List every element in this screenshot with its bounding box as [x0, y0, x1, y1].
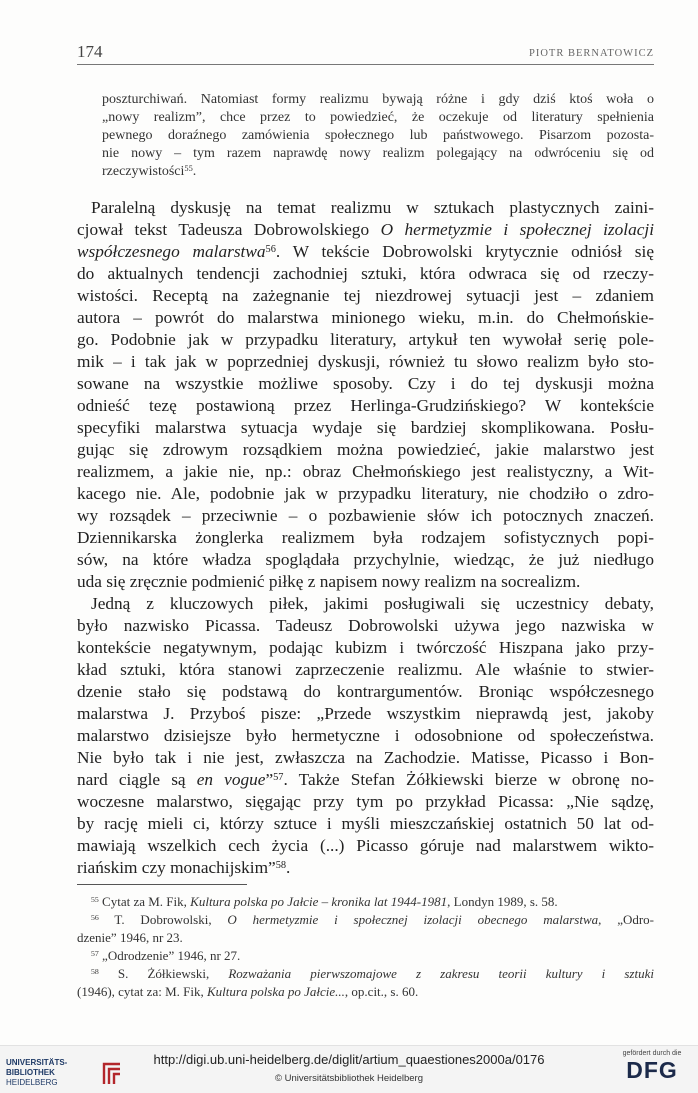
- quote-line: „nowy realizm”, chce przez to powiedzieć, że oczekuje od literatury spełnienia: [102, 110, 654, 125]
- paragraph-line: Dziennikarska żonglerka realizmem była rodzajem sofistycznych popi-: [77, 528, 654, 547]
- footnote-58: $^{58}$ S. Żółkiewski, Rozważania pierwszomajowe z zakresu teorii kultury i sztuki: [91, 966, 654, 981]
- paragraph-line: kontekście negatywnym, podając kubizm i twórczość Hiszpana jako przy-: [77, 638, 654, 657]
- paragraph-line: kład sztuki, która stanowi zaprzeczenie realizmu. Ale właśnie to stwier-: [77, 660, 654, 679]
- paragraph-line: odnieść tezę postawioną przez Herlinga-Grudzińskiego? W kontekście: [77, 396, 654, 415]
- footnote-57: $^{57}$ „Odrodzenie” 1946, nr 27.: [91, 948, 241, 963]
- footnote-56: $^{56}$ T. Dobrowolski, O hermetyzmie i społecznej izolacji obecnego malarstwa, „Odro-: [91, 912, 654, 927]
- paragraph-line: sów, na które władza spoglądała przychylnie, wiedząc, że już niedługo: [77, 550, 654, 569]
- paragraph-line: go. Podobnie jak w przypadku literatury, artykuł ten wywołał serię pole-: [77, 330, 654, 349]
- italic-title: O hermetyzmie i społecznej izolacji: [380, 220, 654, 239]
- funder-name: DFG: [626, 1057, 678, 1083]
- paragraph-line: wistości. Receptą na zażegnanie tej niezdrowej sytuacji jest – zdaniem: [77, 286, 654, 305]
- page-header: [77, 40, 654, 65]
- paragraph-line: Paralelną dyskusję na temat realizmu w sztukach plastycznych zaini-: [91, 198, 654, 217]
- paragraph-line: było nazwisko Picassa. Tadeusz Dobrowolski używa jego nazwiska w: [77, 616, 654, 635]
- paragraph-line: mik – i tak jak w poprzedniej dyskusji, również tu słowo realizm było sto-: [77, 352, 654, 371]
- quote-line: nie nowy – tym razem naprawdę nowy realizm polegający na odwróceniu się od: [102, 146, 654, 161]
- paragraph-line: Nie było tak i nie jest, zwłaszcza na Zachodzie. Matisse, Picasso i Bon-: [77, 748, 654, 767]
- footnote-ref: 56: [265, 243, 276, 255]
- footnote-separator: [77, 884, 247, 885]
- paragraph-line: sowane na wszystkie możliwe sposoby. Czy i do tej dyskusji można: [77, 374, 654, 393]
- paragraph-line: malarstwa J. Przyboś pisze: „Przede wszystkim nieprawdą jest, jakoby: [77, 704, 654, 723]
- italic-title: współczesnego malarstwa: [77, 242, 266, 261]
- funder-note: gefördert durch die: [622, 1050, 682, 1057]
- paragraph-line: mawiają wszelkich cech życia (...) Picasso góruje nad malarstwem wikto-: [77, 836, 654, 855]
- paragraph-line: woczesne malarstwo, sięgając przy tym po przykład Picassa: „Nie sądzę,: [77, 792, 654, 811]
- page-number: 174: [77, 42, 103, 61]
- footnote-58-cont: (1946), cytat za: M. Fik, Kultura polska po Jałcie..., op.cit., s. 60.: [77, 984, 419, 999]
- paragraph-line: by rację mieli ci, którzy sztuce i myśli mieszczańskiej ostatnich 50 lat od-: [77, 814, 654, 833]
- paragraph-line: kacego nie. Ale, podobnie jak w przypadku literatury, nie chodziło o zdro-: [77, 484, 654, 503]
- italic-phrase: en vogue: [196, 770, 266, 789]
- paragraph-line: realizmem, a jakie nie, np.: obraz Chełmońskiego jest realistyczny, a Wit-: [77, 462, 654, 481]
- footnote-ref: 55: [184, 163, 193, 173]
- paragraph-line: współczesnego malarstwa$^{56}$. W tekście Dobrowolski krytycznie odniósł się: [77, 242, 654, 261]
- running-head: PIOTR BERNATOWICZ: [528, 48, 654, 59]
- paragraph-line: dzenie stało się podstawą do kontrargumentów. Broniąc współczesnego: [77, 682, 654, 701]
- paragraph-line: gując się zdrowym rozsądkiem można powiedzieć, jakie malarstwo jest: [77, 440, 654, 459]
- quote-line: rzeczywistości$^{55}$.: [102, 163, 197, 179]
- dfg-logo[interactable]: [620, 1050, 684, 1090]
- paragraph-line: malarstwo dzisiejsze było hermetyczne i odosobnione od społeczeństwa.: [77, 726, 654, 745]
- paragraph-line: Jedną z kluczowych piłek, jakimi posługiwali się uczestnicy debaty,: [91, 594, 654, 613]
- footnote-ref: 57: [273, 771, 284, 783]
- paragraph-line: uda się zręcznie podmienić piłkę z napisem nowy realizm na socrealizm.: [77, 572, 581, 591]
- paragraph-line: riańskim czy monachijskim”$^{58}$.: [77, 858, 291, 877]
- footnote-56-cont: dzenie” 1946, nr 23.: [77, 930, 183, 945]
- permalink-url[interactable]: http://digi.ub.uni-heidelberg.de/diglit/artium_quaestiones2000a/0176: [153, 1052, 545, 1067]
- paragraph-line: do aktualnych tendencji zachodniej sztuki, która odwraca się od rzeczy-: [77, 264, 654, 283]
- paragraph-line: specyfiki malarstwa sytuacja wydaje się bardziej skomplikowana. Posłu-: [77, 418, 654, 437]
- library-name: UNIVERSITÄTS- BIBLIOTHEK HEIDELBERG: [6, 1058, 68, 1087]
- quote-line: poszturchiwań. Natomiast formy realizmu bywają różne i gdy dziś ktoś woła o: [102, 92, 654, 107]
- paragraph-line: wy rozsądek – przeciwnie – o pozbawienie słów ich potocznych znaczeń.: [77, 506, 654, 525]
- paragraph-line: cjował tekst Tadeusza Dobrowolskiego O hermetyzmie i społecznej izolacji: [77, 220, 654, 239]
- viewer-footer: [0, 1045, 698, 1093]
- paragraph-line: nard ciągle są en vogue”$^{57}$. Także Stefan Żółkiewski bierze w obronę no-: [77, 770, 654, 789]
- copyright-notice: © Universitätsbibliothek Heidelberg: [275, 1073, 423, 1084]
- footnote-ref: 58: [275, 859, 287, 871]
- paragraph-line: autora – powrót do malarstwa minionego wieku, m.in. do Chełmońskie-: [77, 308, 654, 327]
- footnote-55: $^{55}$ Cytat za M. Fik, Kultura polska po Jałcie – kronika lat 1944-1981, Londyn 1989, s. 58.: [91, 894, 558, 909]
- quote-line: pewnego doraźnego zamówienia społecznego lub państwowego. Pisarzom pozosta-: [102, 128, 654, 143]
